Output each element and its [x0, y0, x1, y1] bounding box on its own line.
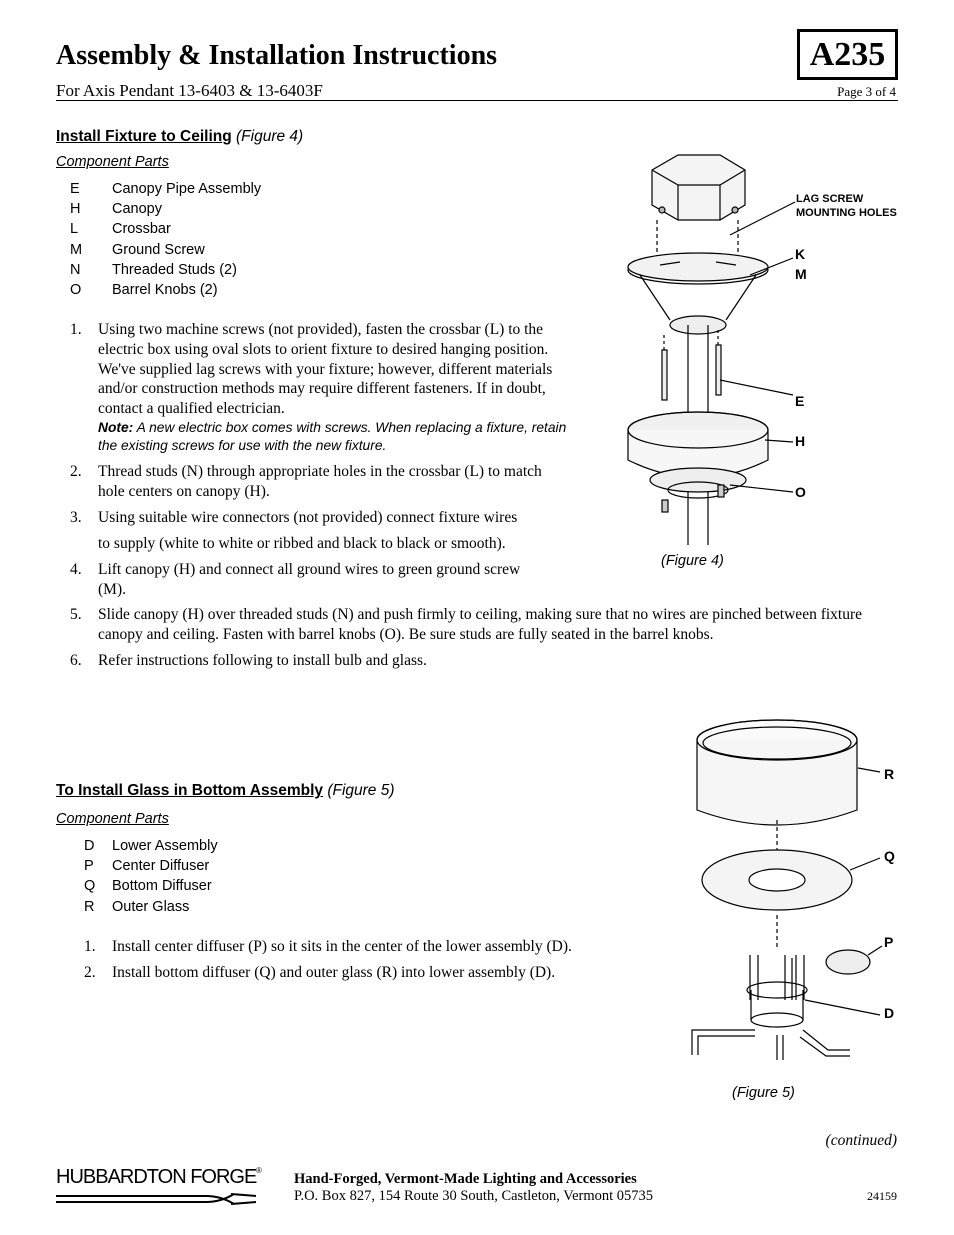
- part-code: M: [70, 241, 83, 258]
- list-item: [70, 179, 261, 199]
- part-name: Center Diffuser: [112, 858, 210, 875]
- component-parts-list: [84, 836, 218, 917]
- list-item: [84, 876, 218, 896]
- step-text: Slide canopy (H) over threaded studs (N) and push firmly to ceiling, making sure that no wires are pinched between fixture canopy and ceiling. Fasten with barrel knobs (O). Be sure studs are fully seated in the barrel knobs.: [98, 606, 863, 643]
- list-item: [70, 260, 261, 280]
- list-item: [70, 199, 261, 219]
- section-heading-install-fixture: [56, 128, 303, 146]
- figure-5-diagram: [680, 700, 910, 1075]
- label-o: O: [795, 484, 806, 500]
- step-number: 4.: [70, 561, 82, 579]
- step-text: Thread studs (N) through appropriate holes in the crossbar (L) to match hole centers on canopy (H).: [98, 462, 542, 500]
- figure-4-diagram: [600, 140, 910, 545]
- header-rule: [56, 100, 898, 101]
- step-number: 6.: [70, 651, 82, 669]
- step-text: Using suitable wire connectors (not provided) connect fixture wires: [98, 508, 518, 526]
- label-k: K: [795, 246, 806, 262]
- figure-5-caption: (Figure 5): [732, 1085, 795, 1101]
- label-mounting-holes: MOUNTING HOLES: [796, 207, 897, 219]
- step-number: 1.: [84, 938, 96, 955]
- figure-reference: (Figure 5): [327, 782, 395, 799]
- part-name: Outer Glass: [112, 898, 190, 915]
- part-code: Q: [84, 878, 96, 895]
- component-parts-title: Component Parts: [56, 811, 169, 827]
- part-name: Lower Assembly: [112, 838, 218, 854]
- label-e: E: [795, 393, 805, 409]
- section-heading-install-glass: [56, 782, 395, 800]
- figure-4-caption: (Figure 4): [661, 553, 724, 569]
- footer-tagline: Hand-Forged, Vermont-Made Lighting and Accessories: [294, 1171, 637, 1187]
- glass-instruction-steps: [70, 937, 670, 983]
- step-number: 5.: [70, 606, 82, 623]
- list-item: [84, 856, 218, 876]
- step-text: Install center diffuser (P) so it sits in the center of the lower assembly (D).: [112, 938, 572, 955]
- step-text: Lift canopy (H) and connect all ground wires to green ground screw (M).: [98, 561, 521, 598]
- part-code: E: [70, 181, 80, 197]
- part-name: Barrel Knobs (2): [112, 281, 218, 298]
- step-number: 2.: [70, 462, 82, 480]
- note: [98, 419, 576, 455]
- component-parts-title: Component Parts: [56, 154, 169, 170]
- part-code: D: [84, 838, 95, 854]
- part-code: N: [70, 261, 81, 278]
- label-lag-screw: LAG SCREW: [796, 193, 864, 205]
- step-6: [56, 651, 901, 671]
- section-heading-text: Install Fixture to Ceiling: [56, 128, 232, 145]
- list-item: [84, 836, 218, 856]
- document-code: A235: [797, 29, 898, 80]
- part-code: R: [84, 898, 95, 915]
- step-number: 2.: [84, 963, 96, 981]
- list-item: [70, 219, 261, 239]
- step-1: [56, 320, 576, 455]
- hubbardton-forge-logo: [56, 1166, 261, 1208]
- label-d: D: [884, 1005, 895, 1021]
- step-5: [56, 605, 901, 645]
- step-text-continued: to supply (white to white or ribbed and black to black or smooth).: [98, 535, 506, 553]
- part-name: Crossbar: [112, 221, 171, 238]
- label-q: Q: [884, 848, 895, 864]
- step-4: [56, 560, 546, 600]
- step-3: [56, 508, 576, 555]
- list-item: [70, 240, 261, 260]
- part-code: O: [70, 281, 82, 298]
- step-2: [70, 963, 670, 983]
- step-number: 3.: [70, 508, 82, 526]
- part-name: Ground Screw: [112, 241, 205, 258]
- continued-note: (continued): [825, 1132, 897, 1149]
- logo-text: HUBBARDTON FORGE: [56, 1166, 257, 1188]
- label-p: P: [884, 934, 894, 950]
- instruction-steps: [56, 320, 576, 600]
- part-code: L: [70, 221, 79, 238]
- section-heading-text: To Install Glass in Bottom Assembly: [56, 782, 323, 799]
- footer-address: P.O. Box 827, 154 Route 30 South, Castleton, Vermont 05735: [294, 1188, 654, 1204]
- document-number: 24159: [867, 1189, 897, 1203]
- note-label: Note:: [98, 419, 134, 435]
- label-r: R: [884, 766, 895, 782]
- page-subtitle: For Axis Pendant 13-6403 & 13-6403F: [56, 81, 323, 100]
- instruction-steps-continued: [56, 605, 901, 670]
- step-text: Install bottom diffuser (Q) and outer glass (R) into lower assembly (D).: [112, 963, 556, 981]
- part-code: P: [84, 858, 94, 875]
- part-name: Bottom Diffuser: [112, 878, 212, 895]
- page-title: Assembly & Installation Instructions: [56, 40, 498, 71]
- label-h: H: [795, 433, 806, 449]
- note-text: A new electric box comes with screws. When replacing a fixture, retain the existing screws for use with the new fixture.: [98, 419, 567, 453]
- figure-reference: (Figure 4): [236, 128, 304, 145]
- step-text: Refer instructions following to install bulb and glass.: [98, 651, 427, 669]
- step-number: 1.: [70, 321, 82, 338]
- step-2: [56, 462, 556, 502]
- logo-registered-mark: ®: [256, 1166, 262, 1175]
- label-m: M: [795, 266, 807, 282]
- part-name: Canopy: [112, 201, 162, 218]
- part-code: H: [70, 201, 81, 218]
- part-name: Threaded Studs (2): [112, 261, 237, 278]
- list-item: [70, 280, 261, 300]
- step-text: Using two machine screws (not provided), fasten the crossbar (L) to the electric box using oval slots to orient fixture to desired hanging position. We've supplied lag screws with your fixture; however, different materials and/or construction methods may require different fasteners. If in doubt, contact a qualified electrician.: [98, 321, 553, 418]
- list-item: [84, 897, 218, 917]
- step-1: [70, 937, 670, 957]
- logo-tongs-icon: [56, 1192, 261, 1208]
- component-parts-list: [70, 179, 261, 300]
- page-number: Page 3 of 4: [837, 84, 896, 99]
- part-name: Canopy Pipe Assembly: [112, 181, 262, 197]
